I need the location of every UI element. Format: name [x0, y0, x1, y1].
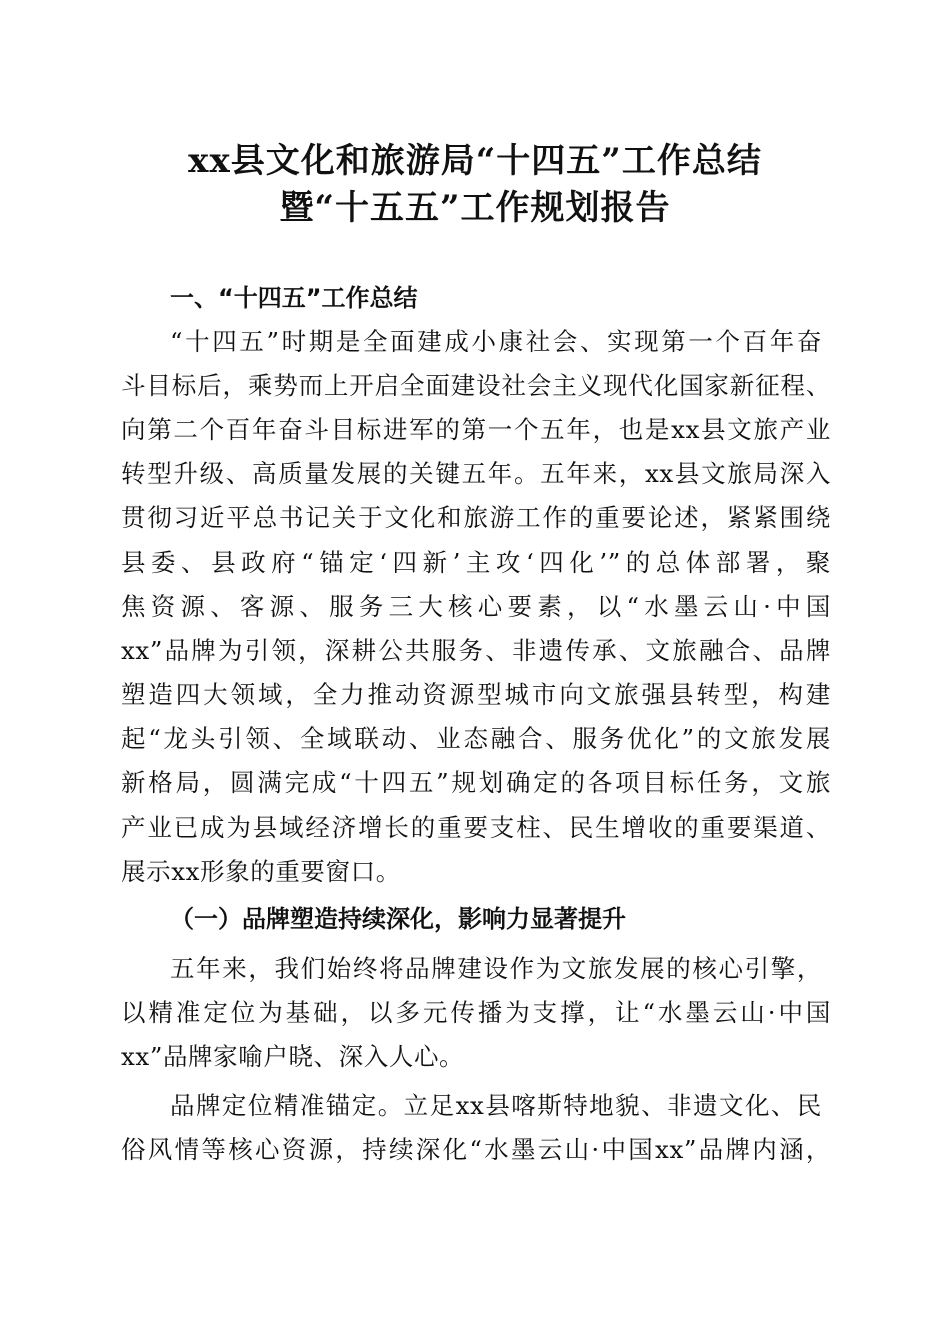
paragraph-line: 展示xx形象的重要窗口。	[121, 857, 401, 886]
section-heading-summary: 一、“十四五”工作总结	[170, 284, 418, 312]
paragraph-line: 产业已成为县域经济增长的重要支柱、民生增收的重要渠道、	[121, 813, 831, 842]
paragraph-line: 品牌定位精准锚定。立足xx县喀斯特地貌、非遗文化、民	[170, 1091, 822, 1120]
paragraph-line: 起“龙头引领、全域联动、业态融合、服务优化”的文旅发展	[121, 724, 831, 753]
paragraph-line: 以精准定位为基础，以多元传播为支撑，让“水墨云山·中国	[121, 998, 831, 1027]
paragraph-line: 斗目标后，乘势而上开启全面建设社会主义现代化国家新征程、	[121, 371, 831, 400]
paragraph-line: 向第二个百年奋斗目标进军的第一个五年，也是xx县文旅产业	[121, 415, 831, 444]
paragraph-line: 焦资源、客源、服务三大核心要素，以“水墨云山·中国	[121, 592, 831, 621]
paragraph-line: xx”品牌为引领，深耕公共服务、非遗传承、文旅融合、品牌	[121, 636, 831, 665]
subsection-heading-brand: （一）品牌塑造持续深化，影响力显著提升	[170, 905, 626, 933]
document-title-line-1: xx县文化和旅游局“十四五”工作总结	[188, 141, 762, 181]
paragraph-line: xx”品牌家喻户晓、深入人心。	[121, 1042, 465, 1071]
paragraph-line: 俗风情等核心资源，持续深化“水墨云山·中国xx”品牌内涵，	[121, 1135, 831, 1164]
paragraph-line: 新格局，圆满完成“十四五”规划确定的各项目标任务，文旅	[121, 768, 831, 797]
paragraph-line: “十四五”时期是全面建成小康社会、实现第一个百年奋	[170, 327, 822, 356]
paragraph-line: 贯彻习近平总书记关于文化和旅游工作的重要论述，紧紧围绕	[121, 503, 831, 532]
paragraph-line: 县委、县政府“锚定‘四新’主攻‘四化’”的总体部署，聚	[121, 548, 831, 577]
paragraph-line: 转型升级、高质量发展的关键五年。五年来，xx县文旅局深入	[121, 459, 831, 488]
paragraph-line: 塑造四大领域，全力推动资源型城市向文旅强县转型，构建	[121, 680, 831, 709]
document-title-line-2: 暨“十五五”工作规划报告	[279, 188, 671, 228]
paragraph-line: 五年来，我们始终将品牌建设作为文旅发展的核心引擎，	[170, 954, 822, 983]
